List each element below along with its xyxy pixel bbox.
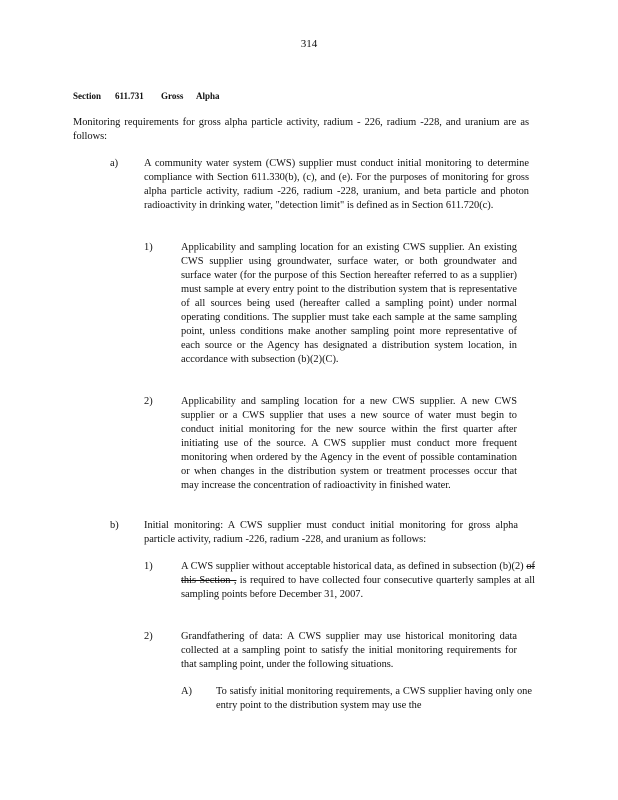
section-title-word-2: Alpha — [196, 91, 220, 101]
subsection-a-marker: a) — [110, 158, 119, 169]
section-heading — [73, 89, 220, 103]
b1-struck-text: of this Section , — [181, 561, 535, 586]
page-number: 314 — [300, 38, 318, 50]
subsection-a1-text: Applicability and sampling location for an existing CWS supplier. An existing CWS supplier using groundwater, surface water, or both groundwater and surface water (for the purpose of this Section hereafter referred to as a supplier) must sample at every entry point to the distribution system that is representative of all sources being used (hereafter called a sampling point) under normal operating conditions. The supplier must take each sample at the same sampling point, unless conditions make another sampling point more representative of each source or the Agency has designated a distribution system location, in accordance with subsection (b)(2)(C). — [181, 242, 517, 365]
b1-text-after: is required to have collected four consecutive quarterly samples at all sampling points before December 31, 2007. — [181, 575, 535, 600]
section-title-word-1: Gross — [161, 91, 184, 101]
subsection-b2-text: Grandfathering of data: A CWS supplier may use historical monitoring data collected at a sampling point to satisfy the initial monitoring requirements for that sampling point, under the following situations. — [181, 631, 517, 670]
subsection-a2-marker: 2) — [144, 396, 153, 407]
section-label: Section — [73, 91, 101, 101]
b1-text-before: A CWS supplier without acceptable historical data, as defined in subsection (b)(2) — [181, 561, 524, 572]
subsection-b2A-text: To satisfy initial monitoring requirements, a CWS supplier having only one entry point to the distribution system may use the — [216, 686, 532, 711]
subsection-b-text: Initial monitoring: A CWS supplier must conduct initial monitoring for gross alpha particle activity, radium -226, radium -228, and uranium as follows: — [144, 520, 518, 545]
subsection-a1-marker: 1) — [144, 242, 153, 253]
subsection-a2-text: Applicability and sampling location for a new CWS supplier. A new CWS supplier or a CWS supplier that uses a new source of water must begin to conduct initial monitoring for the new source within the first quarter after initiating use of the source. A CWS supplier must conduct more frequent monitoring when ordered by the Agency in the event of possible contamination or when changes in the distribution system or treatment processes occur that may increase the concentration of radioactivity in finished water. — [181, 396, 517, 491]
subsection-b1-marker: 1) — [144, 561, 153, 572]
section-number: 611.731 — [115, 91, 144, 101]
subsection-b2A-marker: A) — [181, 686, 192, 697]
subsection-b-marker: b) — [110, 520, 119, 531]
subsection-a-text: A community water system (CWS) supplier must conduct initial monitoring to determine compliance with Section 611.330(b), (c), and (e). For the purposes of monitoring for gross alpha particle activity, radium -226, radium -228, uranium, and beta particle and photon radioactivity in drinking water, "detection limit" is defined as in Section 611.720(c). — [144, 158, 529, 211]
intro-paragraph: Monitoring requirements for gross alpha particle activity, radium - 226, radium -228, and uranium are as follows: — [73, 117, 529, 142]
subsection-b1-text — [181, 560, 535, 602]
subsection-b2-marker: 2) — [144, 631, 153, 642]
